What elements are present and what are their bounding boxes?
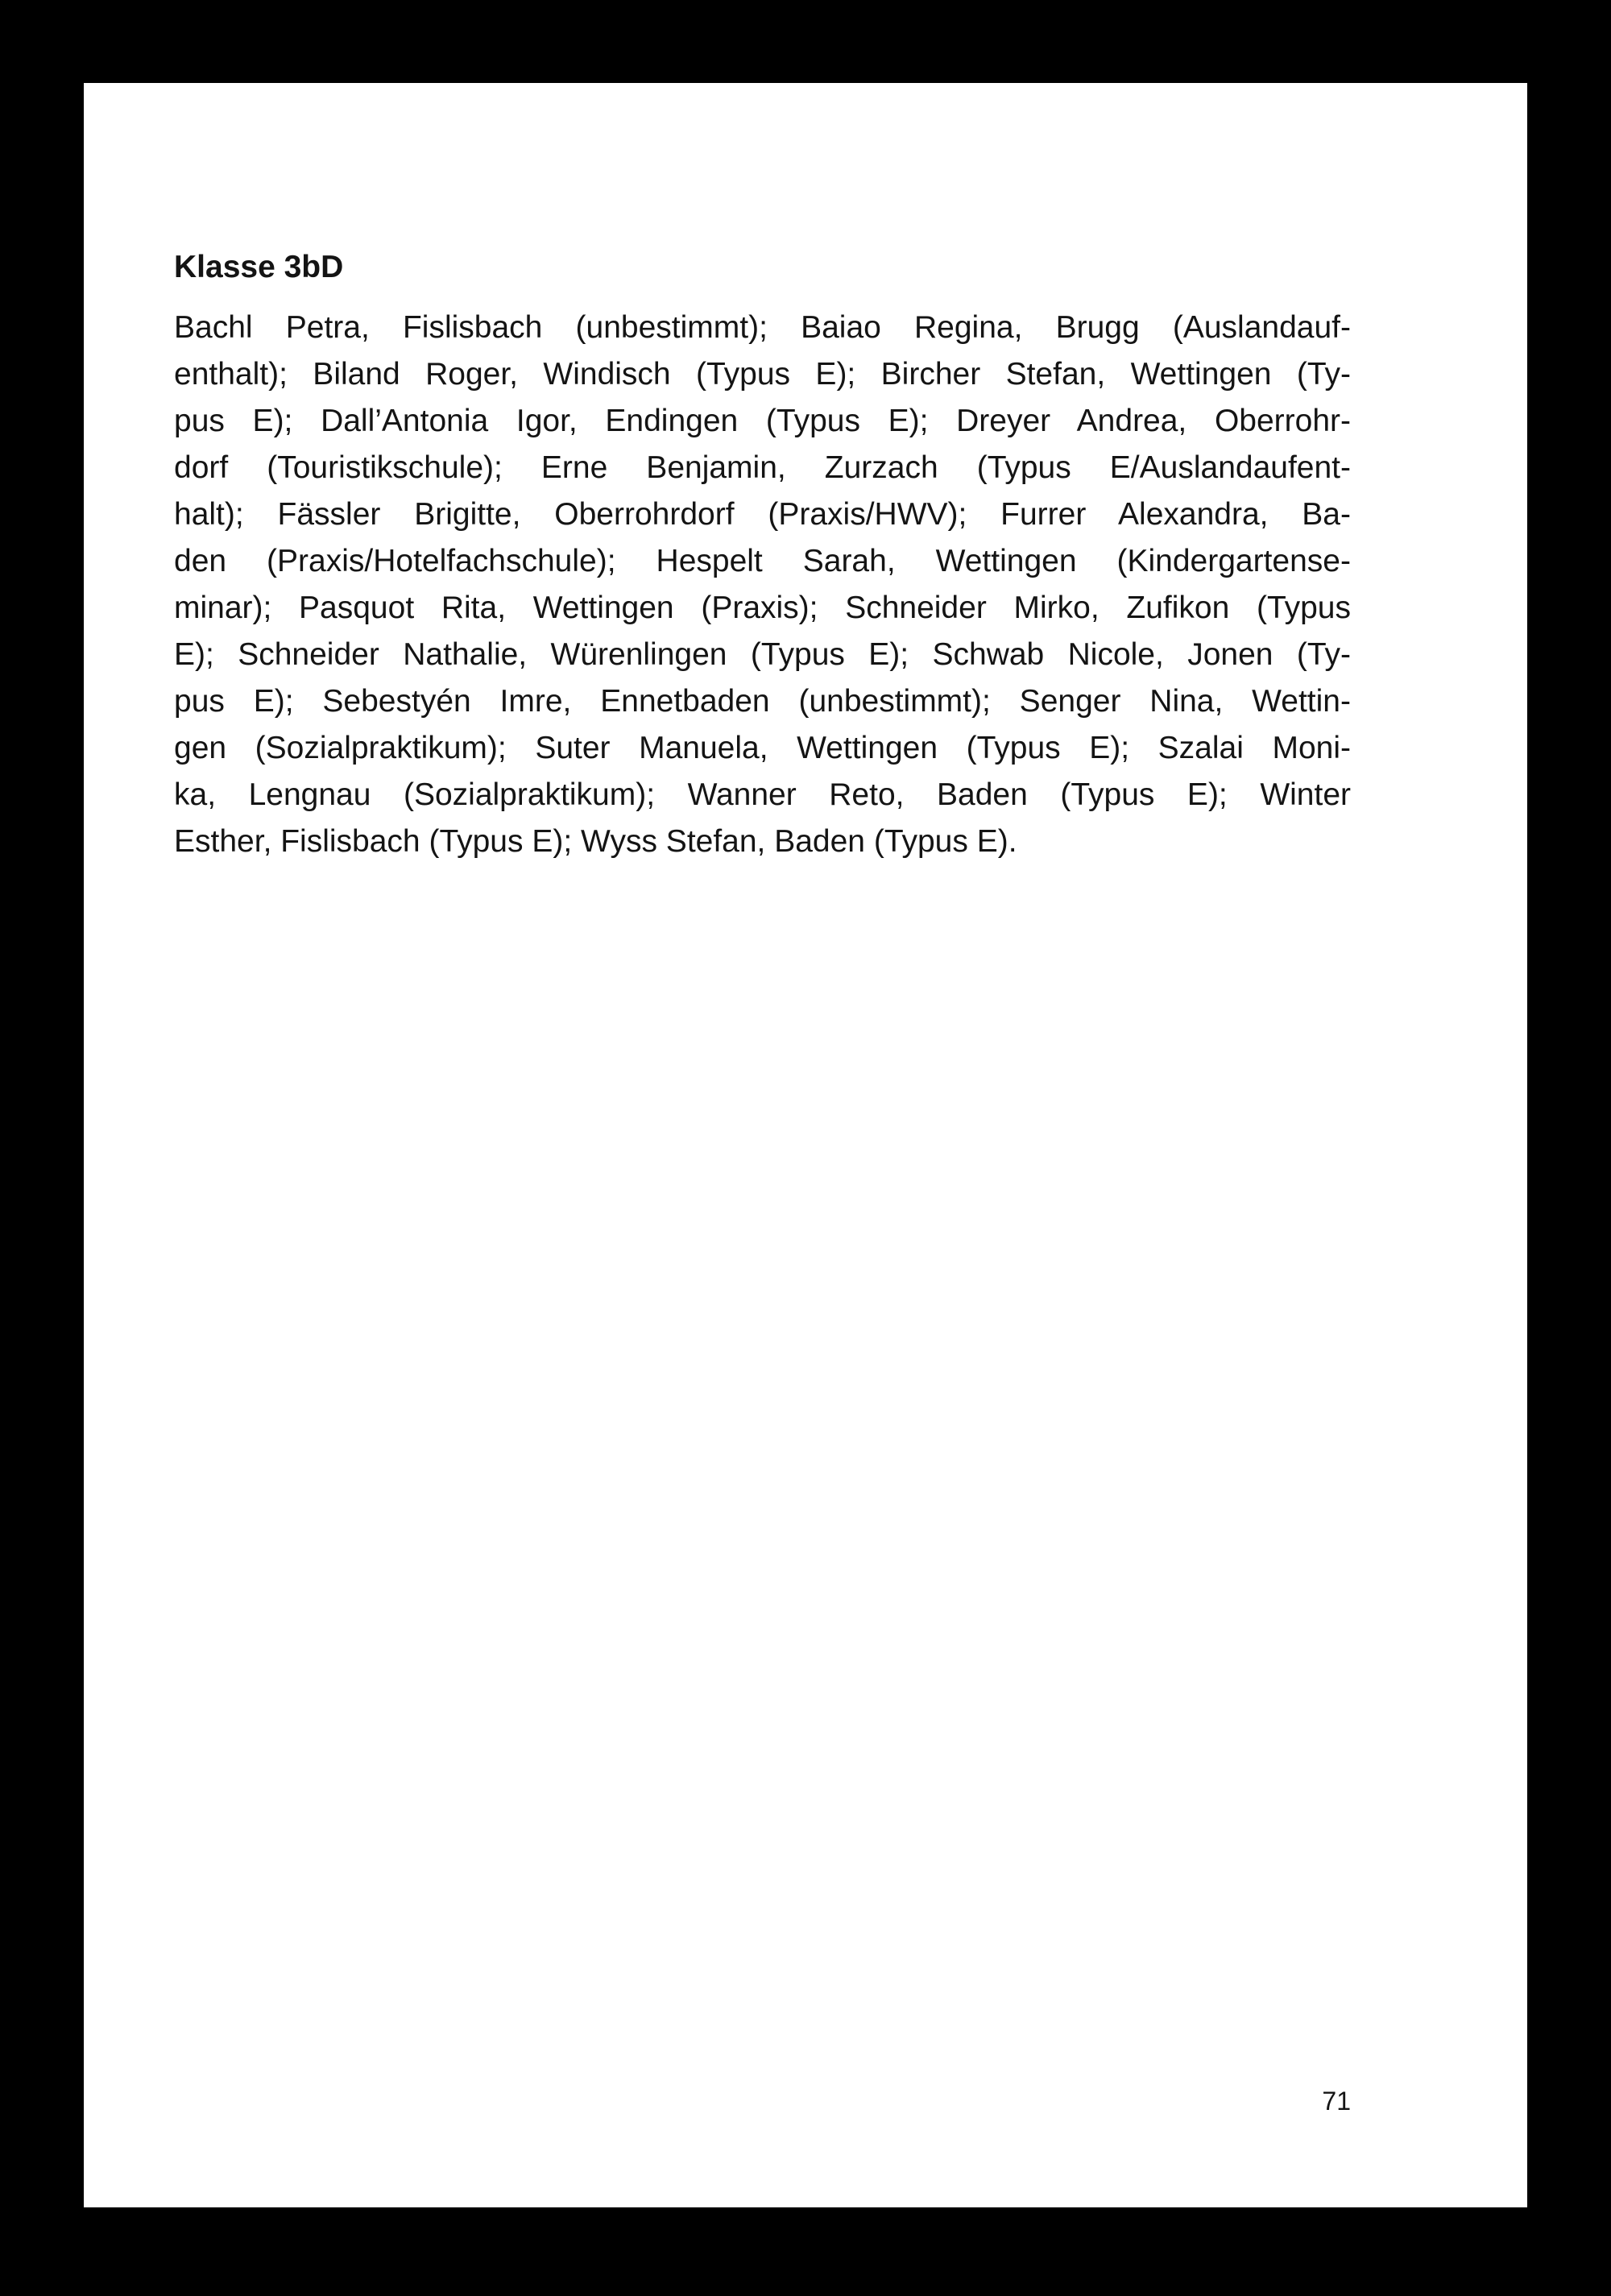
student-list-paragraph	[174, 305, 1351, 865]
paragraph-line: E); Schneider Nathalie, Würenlingen (Typus E); Schwab Nicole, Jonen (Ty-	[174, 637, 1351, 672]
paragraph-line: den (Praxis/Hotelfachschule); Hespelt Sarah, Wettingen (Kindergartense-	[174, 544, 1351, 578]
paragraph-line: dorf (Touristikschule); Erne Benjamin, Zurzach (Typus E/Auslandaufent-	[174, 450, 1351, 485]
paragraph-line: minar); Pasquot Rita, Wettingen (Praxis); Schneider Mirko, Zufikon (Typus	[174, 591, 1351, 625]
paragraph-line: Esther, Fislisbach (Typus E); Wyss Stefan, Baden (Typus E).	[174, 824, 1017, 859]
paragraph-line: pus E); Dall’Antonia Igor, Endingen (Typus E); Dreyer Andrea, Oberrohr-	[174, 404, 1351, 438]
paragraph-line: Bachl Petra, Fislisbach (unbestimmt); Baiao Regina, Brugg (Auslandauf-	[174, 310, 1351, 345]
section-heading: Klasse 3bD	[174, 250, 344, 284]
paragraph-line: gen (Sozialpraktikum); Suter Manuela, Wettingen (Typus E); Szalai Moni-	[174, 731, 1351, 765]
page-number: 71	[1322, 2087, 1351, 2116]
paragraph-line: halt); Fässler Brigitte, Oberrohrdorf (Praxis/HWV); Furrer Alexandra, Ba-	[174, 497, 1351, 532]
paragraph-line: enthalt); Biland Roger, Windisch (Typus E); Bircher Stefan, Wettingen (Ty-	[174, 357, 1351, 392]
section-content	[174, 247, 1351, 865]
document-page	[84, 83, 1527, 2207]
paragraph-line: pus E); Sebestyén Imre, Ennetbaden (unbestimmt); Senger Nina, Wettin-	[174, 684, 1351, 719]
paragraph-line: ka, Lengnau (Sozialpraktikum); Wanner Reto, Baden (Typus E); Winter	[174, 777, 1351, 812]
